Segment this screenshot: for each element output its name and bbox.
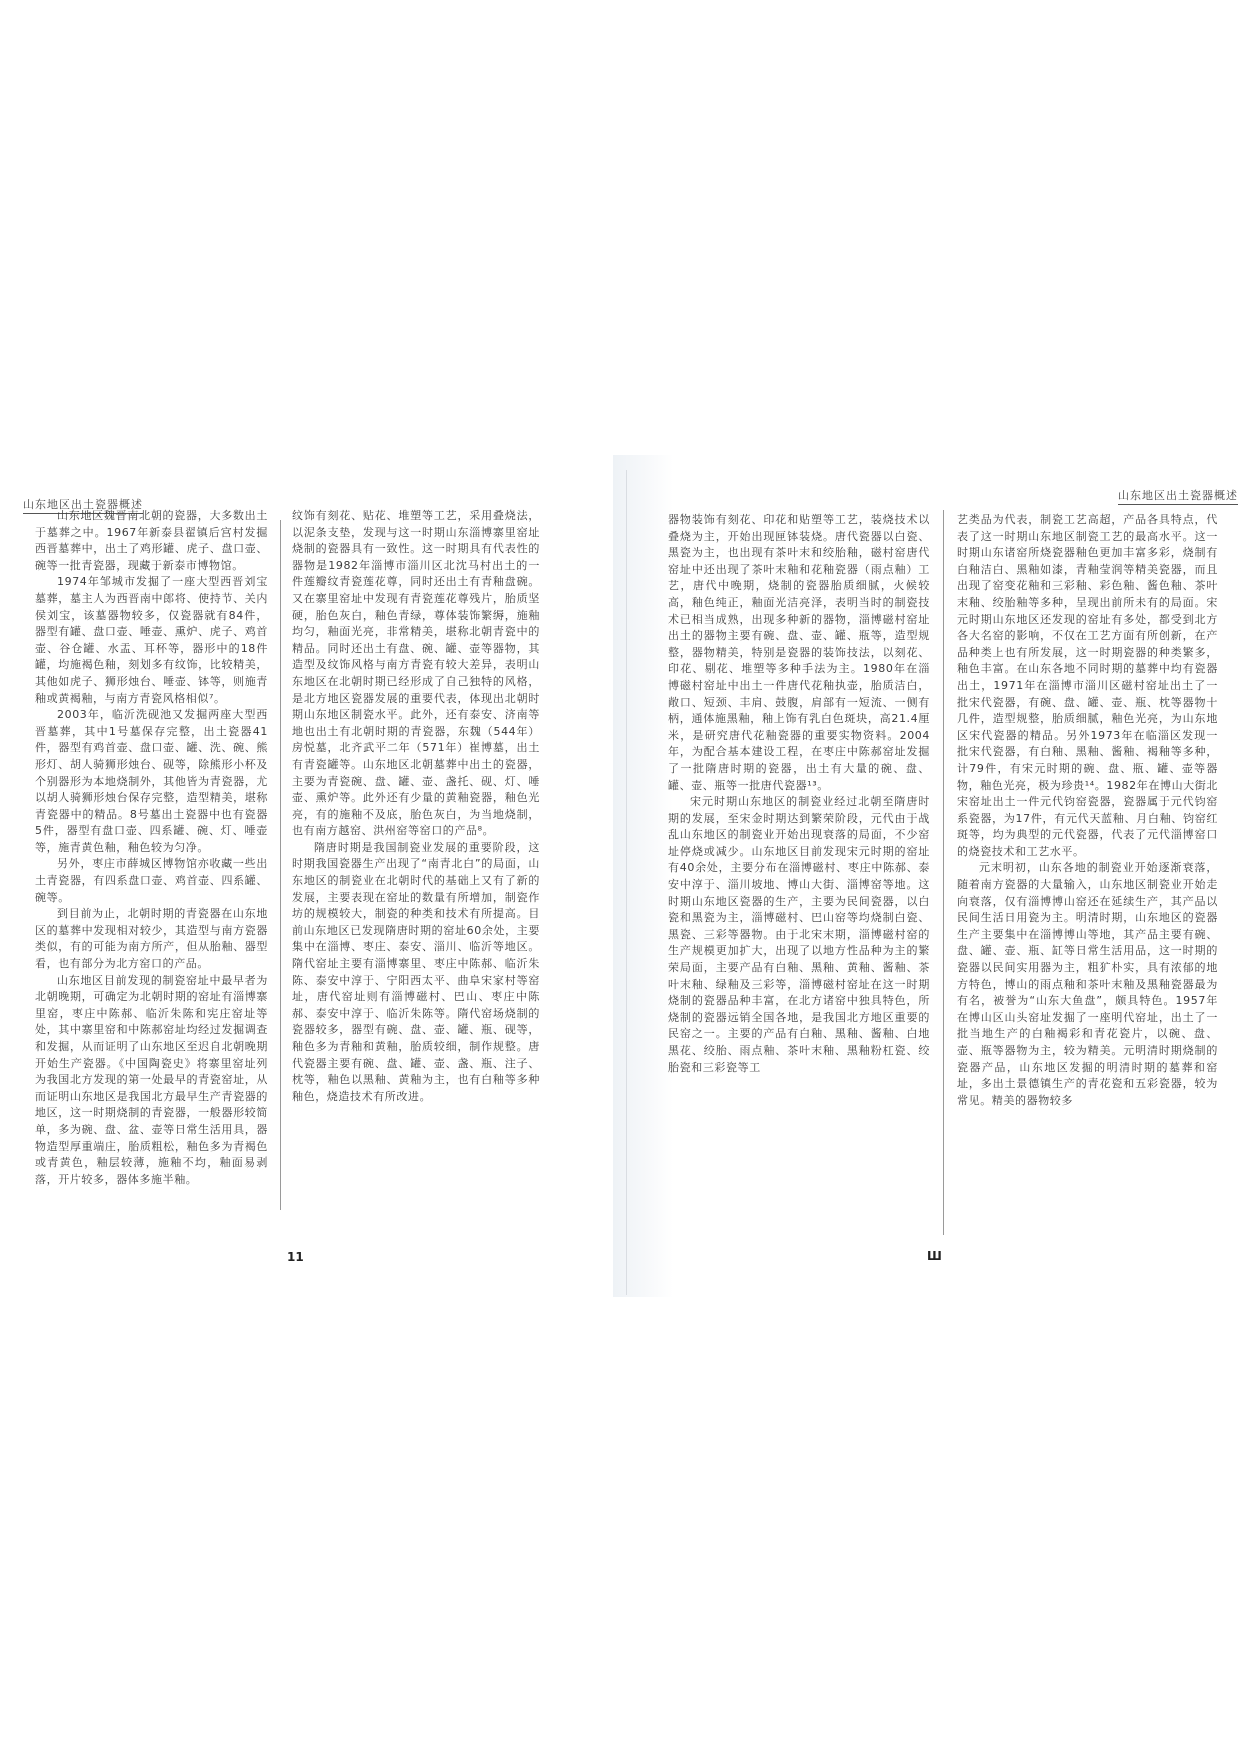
column-2 — [292, 508, 540, 1105]
gutter-shadow — [626, 470, 627, 1295]
column-4 — [957, 512, 1218, 1109]
running-head-left: 山东地区出土瓷器概述 — [23, 496, 143, 514]
paragraph: 1974年邹城市发掘了一座大型西晋刘宝墓葬，墓主人为西晋南中郎将、使持节、关内侯刘宝，该墓器物较多，仅瓷器就有84件，器型有罐、盘口壶、唾壶、熏炉、虎子、鸡首壶、谷仓罐、水盂、耳杯等，器形中的18件罐，均施褐色釉，刻划多有纹饰，比较精美，其他如虎子、狮形烛台、唾壶、钵等，则施青釉或黄褐釉，与南方青瓷风格相似⁷。 — [35, 575, 268, 705]
paragraph: 宋元时期山东地区的制瓷业经过北朝至隋唐时期的发展，至宋金时期达到繁荣阶段，元代由于战乱山东地区的制瓷业开始出现衰落的局面，不少窑址停烧或减少。山东地区目前发现宋元时期的窑址有40余处，主要分布在淄博磁村、枣庄中陈郝、泰安中淳于、淄川坡地、博山大街、淄博窑等地。这时期山东地区瓷器的生产，主要为民间瓷器，以白瓷和黑瓷为主，淄博磁村、巴山窑等均烧制白瓷、黑瓷、三彩等器物。由于北宋末期，淄博磁村窑的生产规模更加扩大，出现了以地方性品种为主的繁荣局面，主要产品有白釉、黑釉、黄釉、酱釉、茶叶末釉、绿釉及三彩等，淄博磁村窑址在这一时期烧制的瓷器品种丰富，在北方诸窑中独具特色，所烧制的瓷器远销全国各地，是我国北方地区重要的民窑之一。主要的产品有白釉、黑釉、酱釉、白地黑花、绞胎、雨点釉、茶叶末釉、黑釉粉杠瓷、绞胎瓷和三彩瓷等工 — [668, 795, 930, 1074]
paragraph: 元末明初，山东各地的制瓷业开始逐渐衰落，随着南方瓷器的大量输入，山东地区制瓷业开始走向衰落，仅有淄博博山窑还在延续生产，其产品以民间生活日用瓷为主。明清时期，山东地区的瓷器生产主要集中在淄博博山等地，其产品主要有碗、盘、罐、壶、瓶、缸等日常生活用品，这一时期的瓷器以民间实用器为主，粗犷朴实，具有浓郁的地方特色，博山的雨点釉和茶叶末釉及黑釉瓷器最为有名，被誉为“山东大鱼盘”，颇具特色。1957年在博山区山头窑址发掘了一座明代窑址，出土了一批当地生产的白釉褐彩和青花瓷片，以碗、盘、壶、瓶等器物为主，较为精美。元明清时期烧制的瓷器产品，山东地区发掘的明清时期的墓葬和窑址，多出土景德镇生产的青花瓷和五彩瓷器，较为常见。精美的器物较多 — [957, 861, 1218, 1107]
paragraph: 器物装饰有刻花、印花和贴塑等工艺，装烧技术以叠烧为主，开始出现匣钵装烧。唐代瓷器以白瓷、黑瓷为主，也出现有茶叶末和绞胎釉，磁村窑唐代窑址中还出现了茶叶末釉和花釉瓷器（雨点釉）工艺，唐代中晚期，烧制的瓷器胎质细腻，火候较高，釉色纯正，釉面光洁亮泽，表明当时的制瓷技术已相当成熟，出现多种新的器物，淄博磁村窑址出土的器物主要有碗、盘、壶、罐、瓶等，造型规整，器物精美，特别是瓷器的装饰技法，以刻花、印花、剔花、堆塑等多种手法为主。1980年在淄博磁村窑址中出土一件唐代花釉执壶，胎质洁白，敞口、短颈、丰肩、鼓腹，肩部有一短流、一侧有柄，通体施黑釉，釉上饰有乳白色斑块，高21.4厘米，是研究唐代花釉瓷器的重要实物资料。2004年，为配合基本建设工程，在枣庄中陈郝窑址发掘了一批隋唐时期的瓷器，出土有大量的碗、盘、罐、壶、瓶等一批唐代瓷器¹³。 — [668, 513, 930, 792]
paragraph: 山东地区目前发现的制瓷窑址中最早者为北朝晚期，可确定为北朝时期的窑址有淄博寨里窑，枣庄中陈郝、临沂朱陈和宪庄窑址等处，其中寨里窑和中陈郝窑址均经过发掘调查和发掘，从而证明了山东地区至迟自北朝晚期开始生产瓷器。《中国陶瓷史》将寨里窑址列为我国北方发现的第一处最早的青瓷窑址，从而证明山东地区是我国北方最早生产青瓷器的地区，这一时期烧制的青瓷器，一般器形较简单，多为碗、盘、盆、壶等日常生活用具，器物造型厚重端庄，胎质粗松，釉色多为青褐色或青黄色，釉层较薄，施釉不均，釉面易剥落，开片较多，器体多施半釉。 — [35, 973, 268, 1186]
column-divider — [280, 520, 281, 1210]
column-3 — [668, 512, 930, 1076]
paragraph: 隋唐时期是我国制瓷业发展的重要阶段，这时期我国瓷器生产出现了“南青北白”的局面，山东地区的制瓷业在北朝时代的基础上又有了新的发展，主要表现在窑址的数量有所增加，制瓷作坊的规模较大，制瓷的种类和技术有所提高。目前山东地区已发现隋唐时期的窑址60余处，主要集中在淄博、枣庄、泰安、淄川、临沂等地区。隋代窑址主要有淄博寨里、枣庄中陈郝、临沂朱陈、泰安中淳于、宁阳西太平、曲阜宋家村等窑址，唐代窑址则有淄博磁村、巴山、枣庄中陈郝、泰安中淳于、临沂朱陈等。隋代窑场烧制的瓷器较多，器型有碗、盘、壶、罐、瓶、砚等，釉色多为青釉和黄釉，胎质较细，制作规整。唐代瓷器主要有碗、盘、罐、壶、盏、瓶、注子、枕等，釉色以黑釉、黄釉为主，也有白釉等多种釉色，烧造技术有所改进。 — [292, 840, 540, 1103]
paragraph: 纹饰有刻花、贴花、堆塑等工艺，采用叠烧法，以泥条支垫，发现与这一时期山东淄博寨里窑址烧制的瓷器具有一致性。这一时期具有代表性的器物是1982年淄博市淄川区北沈马村出土的一件莲瓣纹青瓷莲花尊，同时还出土有青釉盘碗。又在寨里窑址中发现有青瓷莲花尊残片，胎质坚硬，胎色灰白，釉色青绿，尊体装饰繁缛，施釉均匀，釉面光亮，非常精美，堪称北朝青瓷中的精品。同时还出土有盘、碗、罐、壶等器物，其造型及纹饰风格与南方青瓷有较大差异，表明山东地区在北朝时期已经形成了自己独特的风格，是北方地区瓷器发展的重要代表，体现出北朝时期山东地区制瓷水平。此外，还有泰安、济南等地也出土有北朝时期的青瓷器，东魏（544年）房悦墓，北齐武平二年（571年）崔博墓，出土有青瓷罐等。山东地区北朝墓葬中出土的瓷器，主要为青瓷碗、盘、罐、壶、盏托、砚、灯、唾壶、熏炉等。此外还有少量的黄釉瓷器，釉色光亮，有的施釉不及底，胎色灰白，为当地烧制，也有南方越窑、洪州窑等窑口的产品⁸。 — [292, 509, 540, 838]
column-1 — [35, 508, 268, 1188]
paragraph: 艺类品为代表，制瓷工艺高超，产品各具特点，代表了这一时期山东地区制瓷工艺的最高水平。这一时期山东诸窑所烧瓷器釉色更加丰富多彩，烧制有白釉洁白、黑釉如漆，青釉莹润等精美瓷器，而且出现了窑变花釉和三彩釉、彩色釉、酱色釉、茶叶末釉、绞胎釉等多种，呈现出前所未有的局面。宋元时期山东地区还发现的窑址有多处，都受到北方各大名窑的影响，不仅在工艺方面有所创新，在产品种类上也有所发展，这一时期瓷器的种类繁多，釉色丰富。在山东各地不同时期的墓葬中均有瓷器出土，1971年在淄博市淄川区磁村窑址出土了一批宋代瓷器，有碗、盘、罐、壶、瓶、枕等器物十几件，造型规整，胎质细腻，釉色光亮，为山东地区宋代瓷器的精品。另外1973年在临淄区发现一批宋代瓷器，有白釉、黑釉、酱釉、褐釉等多种，计79件，有宋元时期的碗、盘、瓶、罐、壶等器物，釉色光亮，极为珍贵¹⁴。1982年在博山大街北宋窑址出土一件元代钧窑瓷器，瓷器属于元代钧窑系瓷器，为17件，有元代天蓝釉、月白釉、钧窑红斑等，均为典型的元代瓷器，代表了元代淄博窑口的烧瓷技术和工艺水平。 — [957, 513, 1218, 858]
paragraph: 到目前为止，北朝时期的青瓷器在山东地区的墓葬中发现相对较少，其造型与南方瓷器类似，有的可能为南方所产，但从胎釉、器型看，也有部分为北方窑口的产品。 — [35, 907, 268, 971]
paragraph: 山东地区魏晋南北朝的瓷器，大多数出土于墓葬之中。1967年新泰县翟镇后宫村发掘西晋墓葬中，出土了鸡形罐、虎子、盘口壶、碗等一批青瓷器，现藏于新泰市博物馆。 — [35, 509, 268, 572]
page-number-left: 11 — [287, 1250, 304, 1264]
column-divider — [943, 510, 944, 1235]
running-head-right: 山东地区出土瓷器概述 — [1118, 487, 1238, 505]
paragraph: 2003年，临沂洗砚池又发掘两座大型西晋墓葬，其中1号墓保存完整，出土瓷器41件，器型有鸡首壶、盘口壶、罐、洗、碗、熊形灯、胡人骑狮形烛台、砚等，除熊形小杯及个别器形为本地烧制外，其他皆为青瓷器，尤以胡人骑狮形烛台保存完整，造型精美，堪称青瓷器中的精品。8号墓出土瓷器中也有瓷器5件，器型有盘口壶、四系罐、碗、灯、唾壶等，施青黄色釉，釉色较为匀净。 — [35, 708, 268, 854]
page-number-right: Ш — [927, 1249, 942, 1263]
paragraph: 另外，枣庄市薛城区博物馆亦收藏一些出土青瓷器，有四系盘口壶、鸡首壶、四系罐、碗等。 — [35, 857, 268, 904]
